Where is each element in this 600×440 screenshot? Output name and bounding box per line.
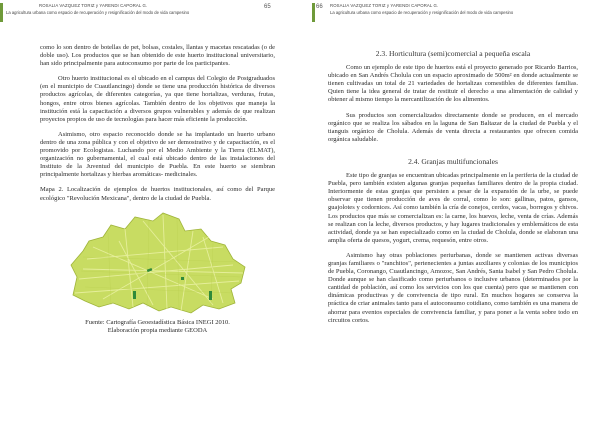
map-city-area	[71, 213, 245, 313]
paragraph: como lo son dentro de botellas de pet, bolsas, costales, llantas y macetas rescatadas (o de doble uso). Los productos que se han obtenido de este huerto institucional universitario, han sido principalmente para autoconsumo por parte de los participantes.	[40, 44, 275, 68]
header-subtitle: La agricultura urbana como espacio de recuperación y resignificación del modo de vida campesino	[330, 10, 514, 15]
map-source-line: Elaboración propia mediante GEODA	[107, 326, 208, 334]
paragraph: Este tipo de granjas se encuentran ubicadas principalmente en la periferia de la ciudad de Puebla, pero también existen algunas granjas pequeñas familiares dentro de la propia ciudad. Interiormente de estas granjas que persisten a pesar de la expansión de la urbe, se puede observar que tienen producción de aves de corral, como lo son: gallinas, patos, gansos, guajolotes y codornices. Así como también la cría de conejos, cerdos, vacas, borregos y chivos. Los productos que más se comercializan es: la carne, los huevos, leche, venta de crías. Además se realizan con la leche, diversos productos, y hay lugares tradicionales y emblemáticos de esta actividad, donde ya se han especializado como en la ciudad de Cholula, donde se elaboran una amplia oferta de quesos, yogurt, crema, requesón, entre otros.	[328, 172, 578, 244]
section-heading: 2.3. Horticultura (semi)comercial a pequeña escala	[375, 49, 531, 58]
running-header	[0, 0, 300, 26]
map-caption: Mapa 2. Localización de ejemplos de huertos institucionales, así como del Parque ecológico "Revolución Mexicana", dentro de la ciudad de Puebla.	[40, 186, 275, 202]
right-page	[300, 0, 600, 440]
running-header	[300, 0, 600, 26]
page-number: 65	[264, 4, 271, 10]
paragraph: Sus productos son comercializados directamente donde se producen, en el mercado orgánico que se realiza los sábados en la laguna de San Baltazar de la ciudad de Puebla y el tianguis orgánico de Cholula. Además de venta directa a restaurantes que ofrecen comida orgánica saludable.	[328, 111, 578, 143]
map-marker	[181, 277, 184, 280]
page-number: 66	[316, 4, 323, 10]
paragraph: Asimismo hay otras poblaciones periurbanas, donde se mantienen activas diversas granjas familiares o "ranchitos", pertenecientes a juntas auxiliares y colonias de los municipios de Puebla, Coronango, Cuautlancingo, Amozoc, San Andrés, Santa Isabel y San Pedro Cholula. Donde aunque se han clasificado como periurbanos o inclusive urbanos (determinados por la cantidad de población, así como los servicios con los que cuenta) pero que se mantienen con dinámicas productivas y de convivencia de tipo rural. En muchos hogares se conserva la práctica de criar animales tanto para el autoconsumo cotidiano, como también es una manera de ahorrar para eventos especiales de convivencia familiar, y para poner a la venta sobre todo en circuitos cortos.	[328, 251, 578, 324]
header-authors: ROSALIA VAZQUEZ TORIZ y YARENDI CAPORAL G.	[39, 3, 148, 8]
section-heading: 2.4. Granjas multifuncionales	[408, 156, 498, 166]
left-body-text	[40, 44, 275, 335]
map-source-line: Fuente: Cartografía Geoestadística Básica INEGI 2010.	[85, 318, 230, 326]
paragraph: Asimismo, otro espacio reconocido donde se ha implantado un huerto urbano dentro de una zona pública y con el objetivo de ser demostrativo y de capacitación, es el promovido por Ecologistas. Luchando por el Medio Ambiente y la Tierra (ELMAT), organización no gubernamental, el cual está ubicado dentro de las instalaciones del Instituto de la Juventud del municipio de Puebla. En este huerto se siembran principalmente hortalizas y hierbas aromáticas- medicinales.	[40, 130, 275, 179]
map-source	[40, 319, 275, 335]
puebla-map	[63, 207, 253, 317]
paragraph: Otro huerto institucional es el ubicado en el campus del Colegio de Postgraduados (en el municipio de Cuautlancingo) donde se tiene una producción histórica de diversos productos agrícolas, de diferentes categorías, ya que tiene hortalizas, verduras, frutas, hongos, entre otros bienes agrícolas. También dentro de los objetivos que maneja la institución está la capacitación a diversos grupos vulnerables y además de que realizan proyectos propios de uso de tecnologías para hacer más eficiente la producción.	[40, 75, 275, 123]
paragraph: Como un ejemplo de este tipo de huertos está el proyecto generado por Ricardo Barrios, ubicado en San Andrés Cholula con un espacio aproximado de 500m² en donde actualmente se tienen cultivadas un total de 21 variedades de hortalizas comestibles de diferentes familias. Quien tiene la idea general de tratar de restituir el derecho a una alimentación de calidad y obtener al mismo tiempo la mercantilización de los alimentos.	[328, 64, 578, 104]
map-marker	[133, 291, 136, 299]
header-subtitle: La agricultura urbana como espacio de recuperación y resignificación del modo de vida campesino	[6, 10, 190, 15]
header-accent-bar	[312, 3, 315, 22]
map-marker	[209, 291, 212, 300]
header-authors: ROSALIA VAZQUEZ TORIZ y YARENDI CAPORAL G.	[330, 3, 439, 8]
right-body-text	[328, 50, 578, 332]
header-accent-bar	[0, 3, 3, 22]
